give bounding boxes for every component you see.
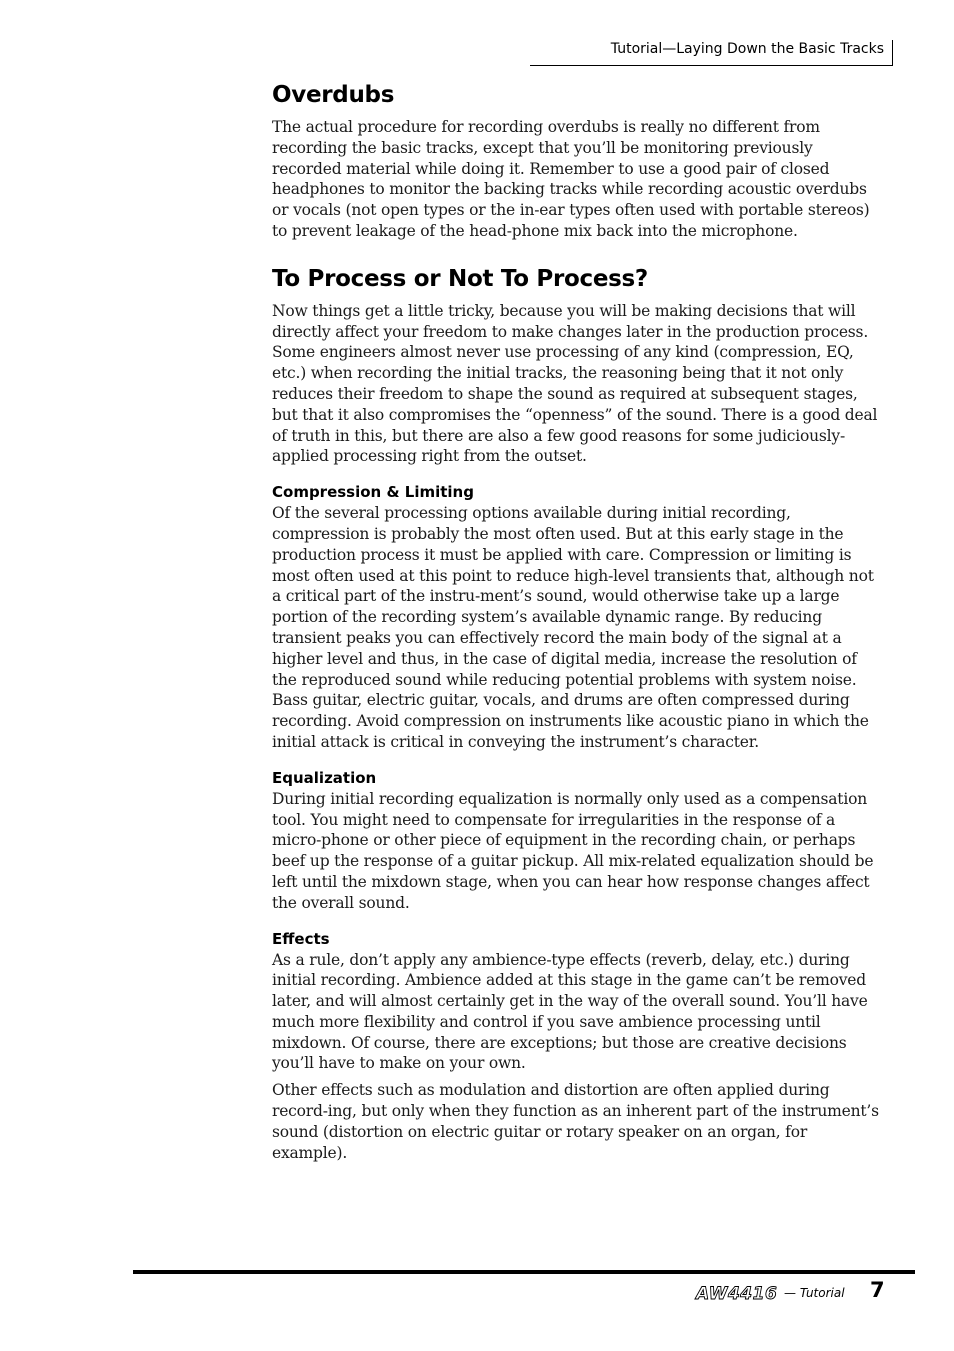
- footer-label: — Tutorial: [784, 1286, 845, 1300]
- footer-rule: [133, 1270, 915, 1274]
- paragraph-compression: Of the several processing options available during initial recording, compression is probably the most often used. But at this early stage in the production process it must be applied with care. Compression or limiting is most often used at this point to reduce high-level transients that, although not a critical part of the instru-ment’s sound, would otherwise take up a large portion of the recording system’s available dynamic range. By reducing transient peaks you can effectively record the main body of the signal at a higher level and thus, in the case of digital media, increase the resolution of the reproduced sound while reducing potential problems with system noise. Bass guitar, electric guitar, vocals, and drums are often compressed during recording. Avoid compression on instruments like acoustic piano in which the initial attack is critical in conveying the instrument’s character.: [272, 504, 874, 751]
- page-number: 7: [870, 1278, 885, 1302]
- running-header-title: Tutorial—Laying Down the Basic Tracks: [610, 41, 884, 57]
- aw4416-logo: [694, 1281, 782, 1303]
- running-header: [530, 40, 893, 66]
- paragraph-effects-2: Other effects such as modulation and distortion are often applied during record-ing, but only when they function as an inherent part of the instrument’s sound (distortion on electric guitar or rotary speaker on an organ, for example).: [272, 1081, 879, 1162]
- heading-overdubs: Overdubs: [272, 82, 395, 108]
- subheading-compression: Compression & Limiting: [272, 483, 474, 502]
- paragraph-to-process: Now things get a little tricky, because you will be making decisions that will directly affect your freedom to make changes later in the production process. Some engineers almost never use processing of any kind (compression, EQ, etc.) when recording the initial tracks, the reasoning being that it not only reduces their freedom to shape the sound as required at subsequent stages, but that it also compromises the “openness” of the sound. There is a good deal of truth in this, but there are also a few good reasons for some judiciously-applied processing right from the outset.: [272, 301, 878, 466]
- page-footer: [694, 1278, 894, 1308]
- paragraph-equalization: During initial recording equalization is normally only used as a compensation tool. You might need to compensate for irregularities in the response of a micro-phone or other piece of equipment in the recording chain, or perhaps beef up the response of a guitar pickup. All mix-related equalization should be left until the mixdown stage, when you can hear how response changes affect the overall sound.: [272, 789, 874, 912]
- subheading-effects: Effects: [272, 929, 330, 948]
- paragraph-overdubs: The actual procedure for recording overdubs is really no different from recording the basic tracks, except that you’ll be monitoring previously recorded material while doing it. Remember to use a good pair of closed headphones to monitor the backing tracks while recording acoustic overdubs or vocals (not open types or the in-ear types often used with portable stereos) to prevent leakage of the head-phone mix back into the microphone.: [272, 118, 870, 240]
- paragraph-effects-1: As a rule, don’t apply any ambience-type effects (reverb, delay, etc.) during initial recording. Ambience added at this stage in the game can’t be removed later, and will almost certainly get in the way of the overall sound. You’ll have much more flexibility and control if you save ambience processing until mixdown. Of course, there are exceptions; but those are creative decisions you’ll have to make on your own.: [272, 950, 868, 1073]
- subheading-equalization: Equalization: [272, 768, 377, 787]
- heading-to-process: To Process or Not To Process?: [272, 265, 648, 292]
- aw4416-logo-text: AW4416: [696, 1284, 778, 1303]
- page-content: [272, 82, 884, 1163]
